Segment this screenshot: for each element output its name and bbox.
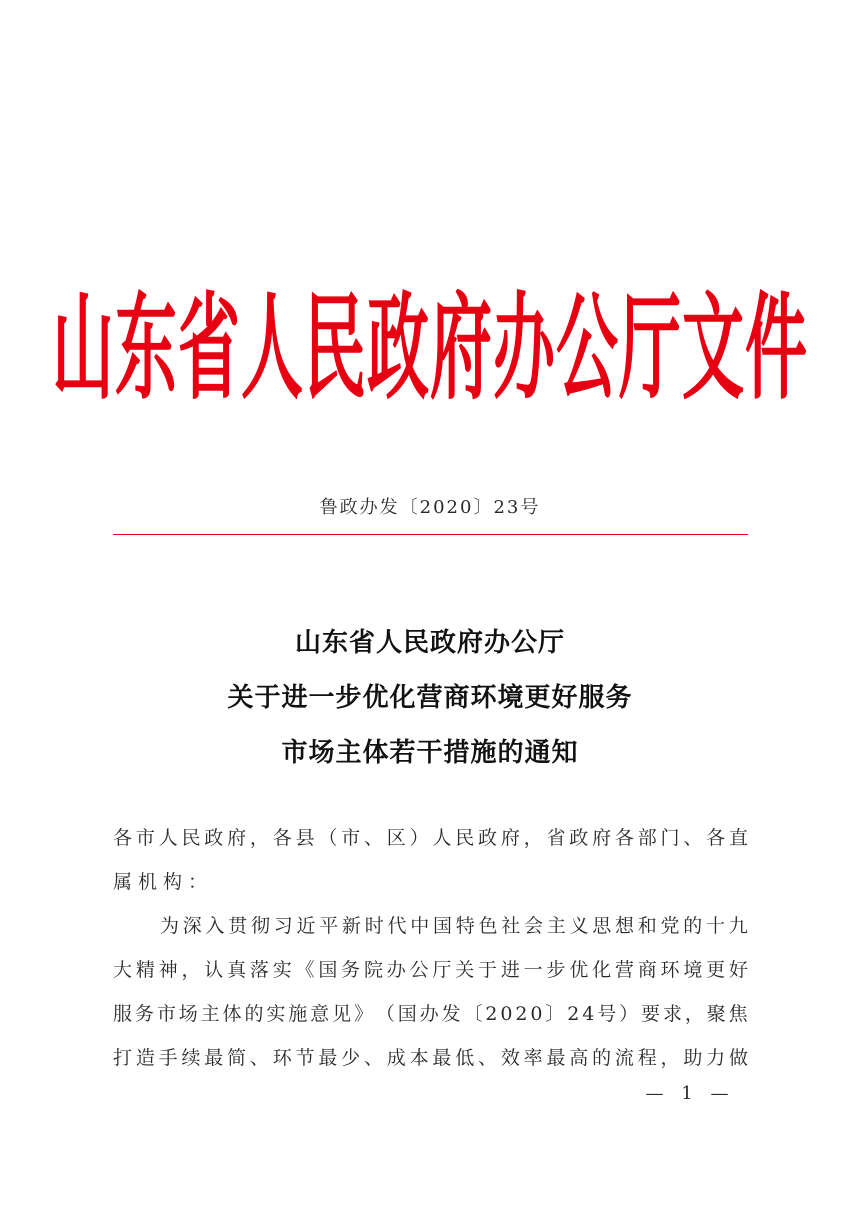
document-title-line-2: 关于进一步优化营商环境更好服务 <box>227 683 633 713</box>
body-line: 各 市 人 民 政 府 ， 各 县 （ 市 、 区 ） 人 民 政 府 ， 省 政 府 各 部 门 、 各 直 <box>113 827 748 849</box>
page-number: — 1 — <box>645 1083 735 1104</box>
document-number: 鲁政办发〔2020〕23号 <box>319 497 541 518</box>
document-title-line-3: 市场主体若干措施的通知 <box>281 738 579 768</box>
body-line: 服 务 市 场 主 体 的 实 施 意 见 》 （ 国 办 发 〔 2 0 2 0 〕 2 4 号 ） 要 求 ， 聚 焦 <box>113 1003 748 1025</box>
red-divider-line <box>113 534 748 535</box>
document-title-line-1: 山东省人民政府办公厅 <box>294 628 565 658</box>
body-line: 大 精 神 ， 认 真 落 实 《 国 务 院 办 公 厅 关 于 进 一 步 优 化 营 商 环 境 更 好 <box>113 959 748 981</box>
body-line: 属机构： <box>113 871 214 893</box>
body-line: 打 造 手 续 最 简 、 环 节 最 少 、 成 本 最 低 、 效 率 最 高 的 流 程 ， 助 力 做 <box>113 1047 748 1069</box>
body-line: 为 深 入 贯 彻 习 近 平 新 时 代 中 国 特 色 社 会 主 义 思 想 和 党 的 十 九 <box>160 915 748 937</box>
masthead-title: 山东省人民政府办公厅文件 <box>51 279 808 415</box>
